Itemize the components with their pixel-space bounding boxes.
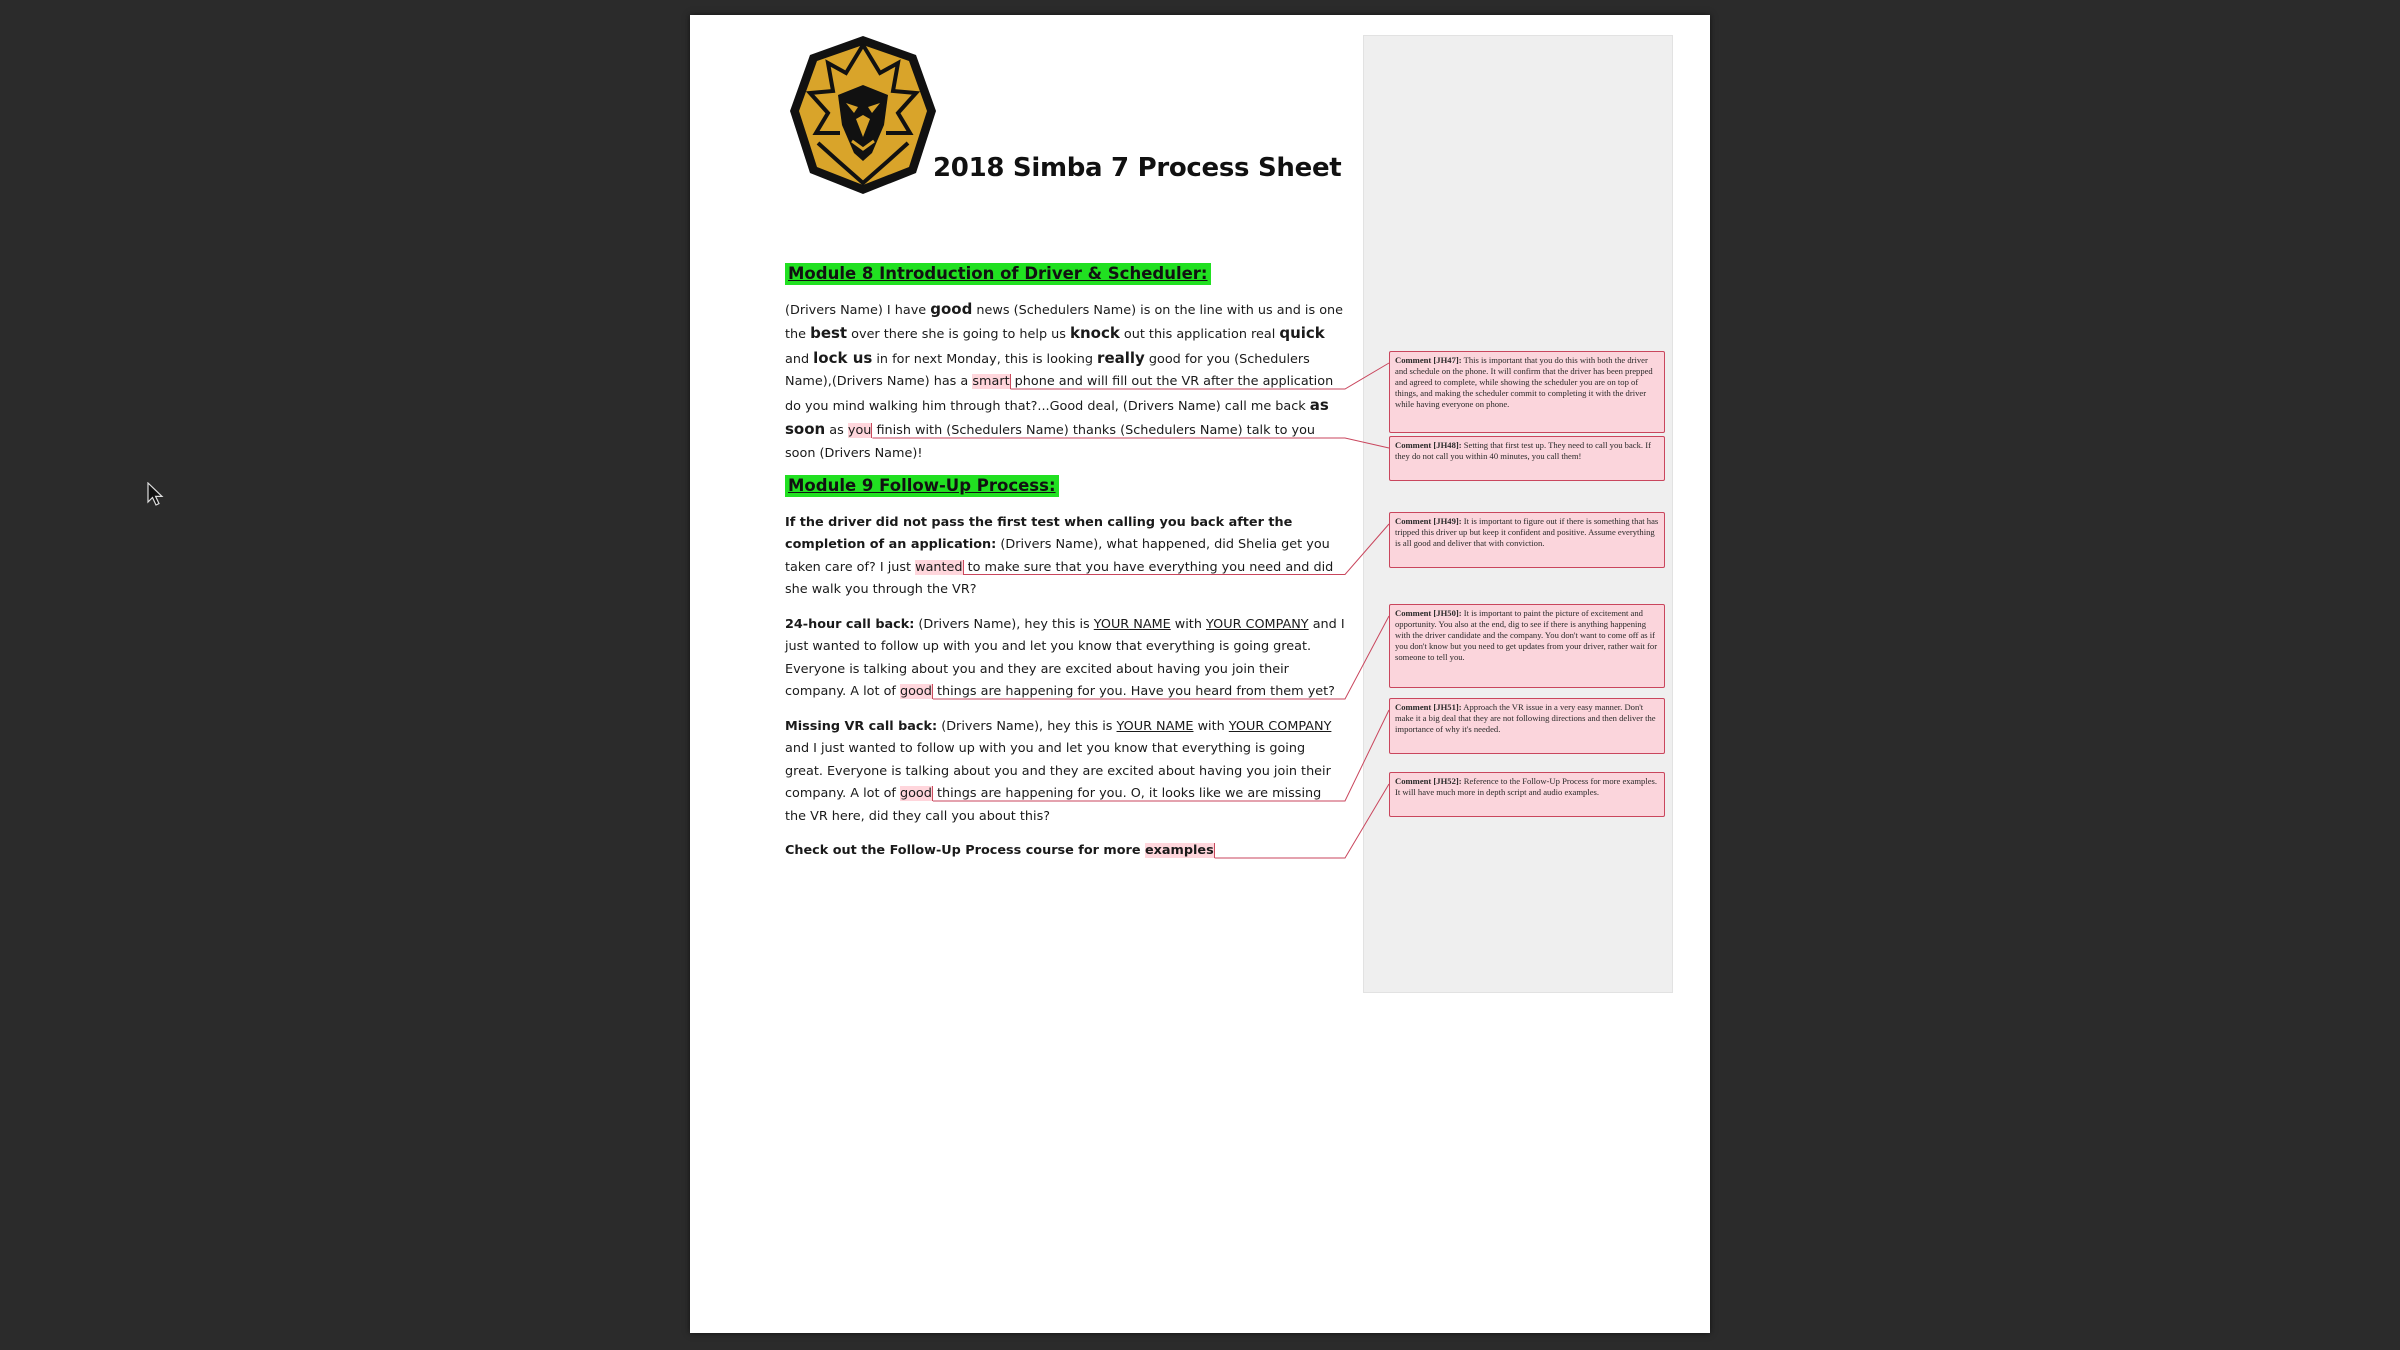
comment-anchor-jh47[interactable]: smart xyxy=(972,374,1010,389)
comment-anchor-jh50[interactable]: good xyxy=(899,684,932,699)
module-8-paragraph: (Drivers Name) I have good news (Schedulers Name) is on the line with us and is one the best over there she is going to help us knock out this application real quick and lock us in for next Monday, this is looking really good for you (Schedulers Name),(Drivers Name) has a smart phone and will fill out the VR after the application do you mind walking him through that?...Good deal, (Drivers Name) call me back as soon as you finish with (Schedulers Name) thanks (Schedulers Name) talk to you soon (Drivers Name)! xyxy=(785,299,1344,461)
document-page[interactable] xyxy=(690,15,1710,1333)
comment-anchor-jh51[interactable]: good xyxy=(899,786,932,801)
comment-anchor-jh48[interactable]: you xyxy=(847,423,872,438)
document-title: 2018 Simba 7 Process Sheet xyxy=(933,153,1342,183)
comment-jh52[interactable]: Comment [JH52]: Reference to the Follow-Up Process for more examples. It will have much more in depth script and audio examples. xyxy=(1389,772,1665,817)
comment-jh49[interactable]: Comment [JH49]: It is important to figure out if there is something that has tripped this driver up but keep it confident and positive. Assume everything is all good and deliver that with conviction. xyxy=(1389,512,1665,568)
lion-head-logo xyxy=(788,33,938,197)
comment-jh47[interactable]: Comment [JH47]: This is important that you do this with both the driver and schedule on the phone. It will confirm that the driver has been prepped and agreed to complete, while showing the scheduler you are on top of things, and making the scheduler commit to completing it with the driver while having everyone on phone. xyxy=(1389,351,1665,433)
comment-jh50[interactable]: Comment [JH50]: It is important to paint the picture of excitement and opportunity. You also at the end, dig to see if there is anything happening with the driver candidate and the company. You don't want to come off as if you don't know but you need to get updates from your driver, rather wait for someone to tell you. xyxy=(1389,604,1665,688)
mouse-pointer-icon xyxy=(146,482,166,508)
missing-vr-callback-paragraph: Missing VR call back: (Drivers Name), hey this is YOUR NAME with YOUR COMPANY and I just wanted to follow up with you and let you know that everything is going great. Everyone is talking about you and they are excited about having you join their company. A lot of good things are happening for you. O, it looks like we are missing the VR here, did they call you about this? xyxy=(785,718,1332,824)
comment-jh51[interactable]: Comment [JH51]: Approach the VR issue in a very easy manner. Don't make it a big deal that they are not following directions and then deliver the importance of why it's needed. xyxy=(1389,698,1665,754)
comment-jh48[interactable]: Comment [JH48]: Setting that first test up. They need to call you back. If they do not call you within 40 minutes, you call them! xyxy=(1389,436,1665,481)
document-body xyxy=(785,263,1345,863)
module-9-heading: Module 9 Follow-Up Process: xyxy=(785,475,1059,497)
comment-anchor-jh52[interactable]: examples xyxy=(1144,843,1214,858)
follow-up-course-paragraph: Check out the Follow-Up Process course for more examples xyxy=(785,843,1214,858)
failed-test-paragraph: If the driver did not pass the first test when calling you back after the completion of an application: (Drivers Name), what happened, did Shelia get you taken care of? I just wanted to make sure that you have everything you need and did she walk you through the VR? xyxy=(785,514,1334,597)
module-8-heading: Module 8 Introduction of Driver & Scheduler: xyxy=(785,263,1211,285)
comment-anchor-jh49[interactable]: wanted xyxy=(915,559,963,575)
24-hour-callback-paragraph: 24-hour call back: (Drivers Name), hey this is YOUR NAME with YOUR COMPANY and I just wanted to follow up with you and let you know that everything is going great. Everyone is talking about you and they are excited about having you join their company. A lot of good things are happening for you. Have you heard from them yet? xyxy=(785,616,1345,699)
